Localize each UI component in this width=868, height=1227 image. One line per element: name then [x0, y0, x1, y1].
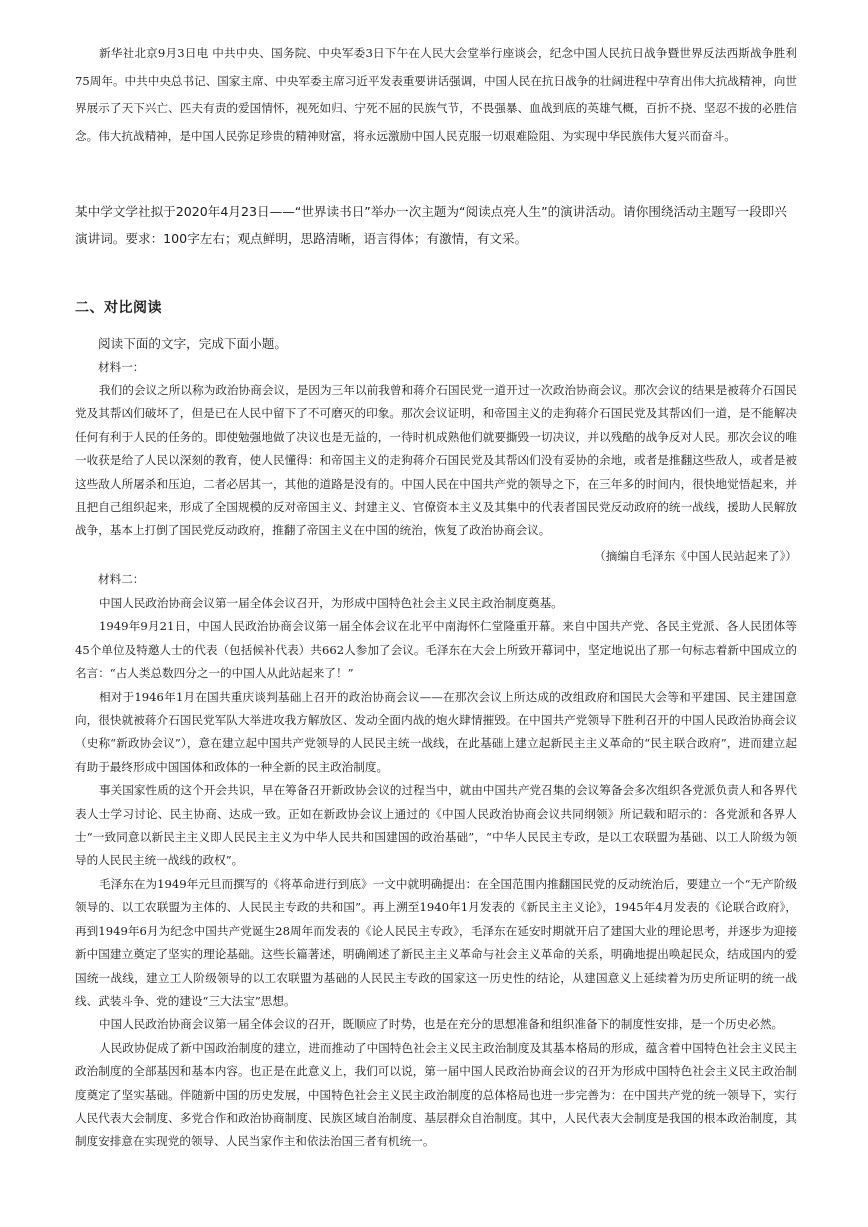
- material-two-paragraph: 毛泽东在为1949年元旦而撰写的《将革命进行到底》一文中就明确提出：在全国范围内推翻国民党的反动统治后，要建立一个“无产阶级领导的、以工农联盟为主体的、人民民主专政的共和国”。再上溯至1940年1月发表的《新民主主义论》，1945年4月发表的《论联合政府》，再到1949年6月为纪念中国共产党诞生28周年而发表的《论人民民主专政》，毛泽东在延安时期就开启了建国大业的理论思考，并逐步为迎接新中国建立奠定了坚实的理论基础。这些长篇著述，明确阐述了新民主主义革命与社会主义革命的关系，明确地提出唤起民众，结成国内的爱国统一战线，建立工人阶级领导的以工农联盟为基础的人民民主专政的国家这一历史性的结论，从建国意义上延续着为历史所证明的统一战线、武装斗争、党的建设“三大法宝”思想。: [75, 876, 797, 1008]
- news-paragraph: 新华社北京9月3日电 中共中央、国务院、中央军委3日下午在人民大会堂举行座谈会，纪念中国人民抗日战争暨世界反法西斯战争胜利75周年。中共中央总书记、国家主席、中央军委主席习近平发表重要讲话强调，中国人民在抗日战争的壮阔进程中孕育出伟大抗战精神，向世界展示了天下兴亡、匹夫有责的爱国情怀，视死如归、宁死不屈的民族气节，不畏强暴、血战到底的英雄气概，百折不挠、坚忍不拔的必胜信念。伟大抗战精神，是中国人民弥足珍贵的精神财富，将永远激励中国人民克服一切艰难险阻、为实现中华民族伟大复兴而奋斗。: [75, 46, 797, 143]
- material-two-paragraph: 中国人民政治协商会议第一届全体会议召开，为形成中国特色社会主义民主政治制度奠基。: [99, 596, 563, 610]
- material-two-paragraph: 相对于1946年1月在国共重庆谈判基础上召开的政治协商会议——在那次会议上所达成的改组政府和国民大会等和平建国、民主建国意向，很快就被蒋介石国民党军队大举进攻我方解放区、发动全面内战的炮火肆情摧毁。在中国共产党领导下胜利召开的中国人民政治协商会议（史称“新政协会议”），意在建立起中国共产党领导的人民民主统一战线，在此基础上建立起新民主主义革命的“民主联合政府”，进而建立起有助于最终形成中国国体和政体的一种全新的民主政治制度。: [75, 689, 797, 774]
- material-two-paragraph: 中国人民政治协商会议第一届全体会议的召开，既顺应了时势，也是在充分的思想准备和组织准备下的制度性安排，是一个历史必然。: [99, 1017, 784, 1032]
- material-two-label: 材料二：: [98, 572, 145, 586]
- material-one-attribution: （摘编自毛泽东《中国人民站起来了》）: [594, 549, 797, 563]
- reading-instruction: 阅读下面的文字，完成下面小题。: [98, 336, 287, 351]
- section-heading: 二、对比阅读: [75, 300, 162, 316]
- material-two-paragraph: 1949年9月21日，中国人民政治协商会议第一届全体会议在北平中南海怀仁堂隆重开幕。来自中国共产党、各民主党派、各人民团体等45个单位及特邀人士的代表（包括候补代表）共662人参加了会议。毛泽东在大会上所致开幕词中，坚定地说出了那一句标志着新中国成立的名言：“占人类总数四分之一的中国人从此站起来了！”: [75, 619, 797, 681]
- material-two-body: [75, 592, 797, 1154]
- material-one-text: 我们的会议之所以称为政治协商会议，是因为三年以前我曾和蒋介石国民党一道开过一次政治协商会议。那次会议的结果是被蒋介石国民党及其帮凶们破坏了，但是已在人民中留下了不可磨灭的印象。那次会议证明，和帝国主义的走狗蒋介石国民党及其帮凶们一道，是不能解决任何有利于人民的任务的。即使勉强地做了决议也是无益的，一待时机成熟他们就要撕毁一切决议，并以残酷的战争反对人民。那次会议的唯一收获是给了人民以深刻的教育，使人民懂得：和帝国主义的走狗蒋介石国民党及其帮凶们没有妥协的余地，或者是推翻这些敌人，或者是被这些敌人所屠杀和压迫，二者必居其一，其他的道路是没有的。中国人民在中国共产党的领导之下，在三年多的时间内，很快地觉悟起来，并且把自己组织起来，形成了全国规模的反对帝国主义、封建主义、官僚资本主义及其集中的代表者国民党反动政府的统一战线，援助人民解放战争，基本上打倒了国民党反动政府，推翻了帝国主义在中国的统治，恢复了政治协商会议。: [75, 383, 797, 538]
- material-two-paragraph: 事关国家性质的这个开会共识，早在筹备召开新政协会议的过程当中，就由中国共产党召集的会议筹备会多次组织各党派负责人和各界代表人士学习讨论、民主协商、达成一致。正如在新政协会议上通过的《中国人民政治协商会议共同纲领》所记载和昭示的：各党派和各界人士“一致同意以新民主主义即人民民主主义为中华人民共和国建国的政治基础”，“中华人民民主专政，是以工农联盟为基础、以工人阶级为领导的人民民主统一战线的政权”。: [75, 783, 797, 868]
- material-one-label: 材料一：: [98, 360, 145, 374]
- writing-task: 某中学文学社拟于2020年4月23日——“世界读书日”举办一次主题为“阅读点亮人生”的演讲活动。请你围绕活动主题写一段即兴演讲词。要求：100字左右；观点鲜明，思路清晰，语言得体；有激情，有文采。: [75, 204, 787, 246]
- material-two-paragraph: 人民政协促成了新中国政治制度的建立，进而推动了中国特色社会主义民主政治制度及其基本格局的形成，蕴含着中国特色社会主义民主政治制度的全部基因和基本内容。也正是在此意义上，我们可以说，第一届中国人民政治协商会议的召开为形成中国特色社会主义民主政治制度奠定了坚实基础。伴随新中国的历史发展，中国特色社会主义民主政治制度的总体格局也进一步完善为：在中国共产党的统一领导下，实行人民代表大会制度、多党合作和政治协商制度、民族区域自治制度、基层群众自治制度。其中，人民代表大会制度是我国的根本政治制度，其制度安排意在实现党的领导、人民当家作主和依法治国三者有机统一。: [75, 1040, 797, 1149]
